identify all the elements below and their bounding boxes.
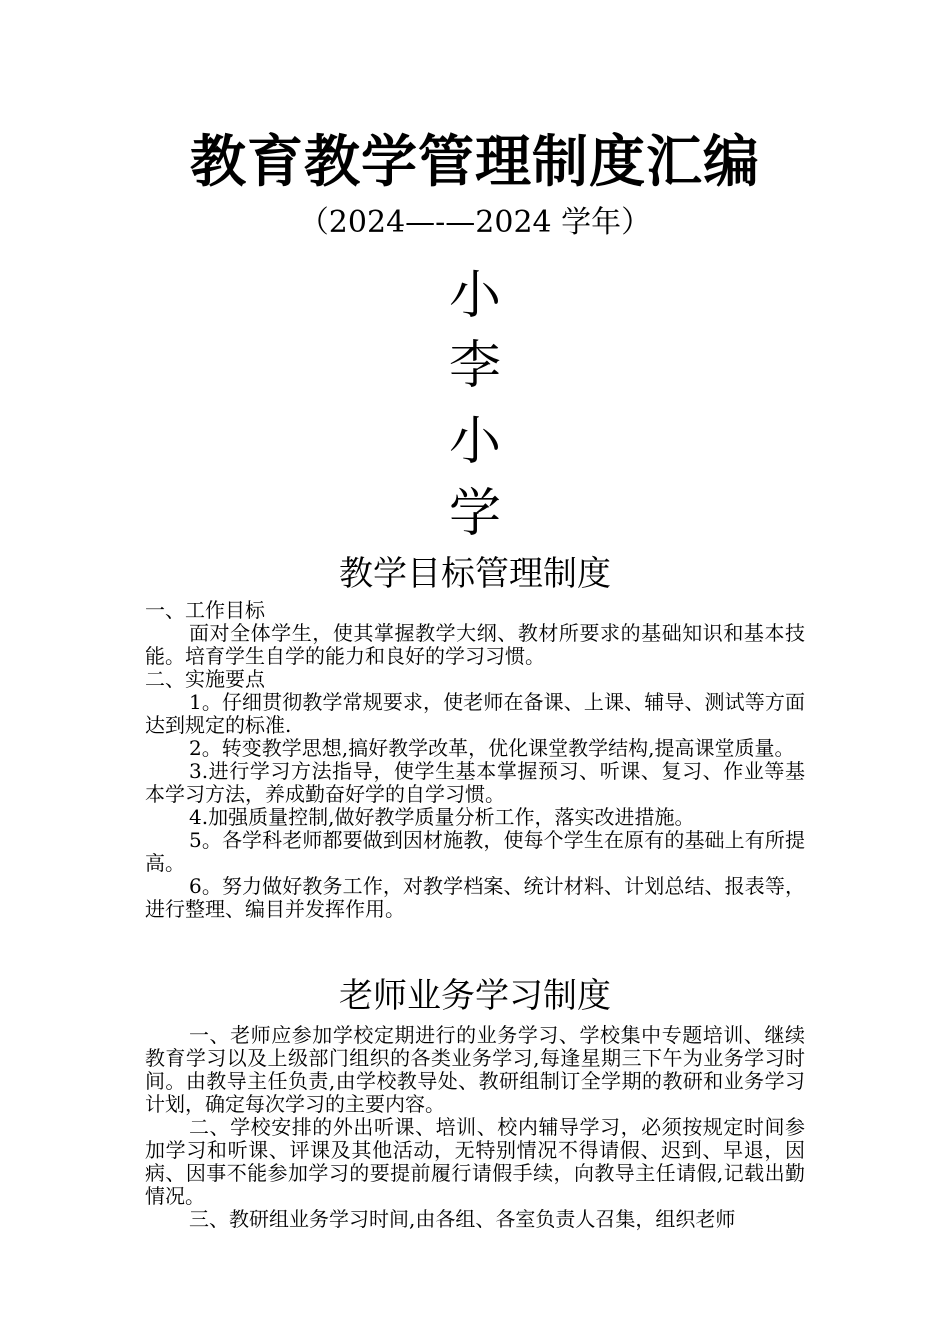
heading-work-goals: 一、工作目标 <box>145 598 265 622</box>
heading-key-points: 二、实施要点 <box>145 667 265 691</box>
school-name-char-4: 学 <box>448 484 501 544</box>
school-name-char-2: 李 <box>448 336 501 396</box>
school-name-char-1: 小 <box>448 266 501 326</box>
section-body-teaching-goals <box>145 599 805 921</box>
paragraph: 三、教研组业务学习时间,由各组、各室负责人召集，组织老师 <box>189 1207 736 1231</box>
document-title: 教育教学管理制度汇编 <box>190 130 760 195</box>
paragraph: 面对全体学生，使其掌握教学大纲、教材所要求的基础知识和基本技能。培育学生自学的能力和良好的学习习惯。 <box>145 621 805 668</box>
section-title-teacher-study: 老师业务学习制度 <box>339 976 611 1016</box>
paragraph: 2。转变教学思想,搞好教学改革，优化课堂教学结构,提高课堂质量。 <box>189 736 795 760</box>
paragraph: 6。努力做好教务工作，对教学档案、统计材料、计划总结、报表等，进行整理、编目并发挥作用。 <box>145 874 805 921</box>
paragraph: 3.进行学习方法指导，使学生基本掌握预习、听课、复习、作业等基本学习方法，养成勤奋好学的自学习惯。 <box>145 759 805 806</box>
school-name-char-3: 小 <box>448 412 501 472</box>
paragraph: 一、老师应参加学校定期进行的业务学习、学校集中专题培训、继续教育学习以及上级部门组织的各类业务学习,每逢星期三下午为业务学习时间。由教导主任负责,由学校教导处、教研组制订全学期的教研和业务学习计划，确定每次学习的主要内容。 <box>145 1023 805 1116</box>
paragraph: 5。各学科老师都要做到因材施教，使每个学生在原有的基础上有所提高。 <box>145 828 805 875</box>
section-title-teaching-goals: 教学目标管理制度 <box>339 554 611 594</box>
paragraph: 二、学校安排的外出听课、培训、校内辅导学习，必须按规定时间参加学习和听课、评课及其他活动，无特别情况不得请假、迟到、早退，因病、因事不能参加学习的要提前履行请假手续，向教导主任请假,记载出勤情况。 <box>145 1115 805 1208</box>
paragraph: 1。仔细贯彻教学常规要求，使老师在备课、上课、辅导、测试等方面达到规定的标准. <box>145 690 805 737</box>
paragraph: 4.加强质量控制,做好教学质量分析工作，落实改进措施。 <box>189 805 695 829</box>
section-body-teacher-study <box>145 1024 805 1231</box>
school-year-subtitle: （2024—-—2024 学年） <box>298 205 652 240</box>
